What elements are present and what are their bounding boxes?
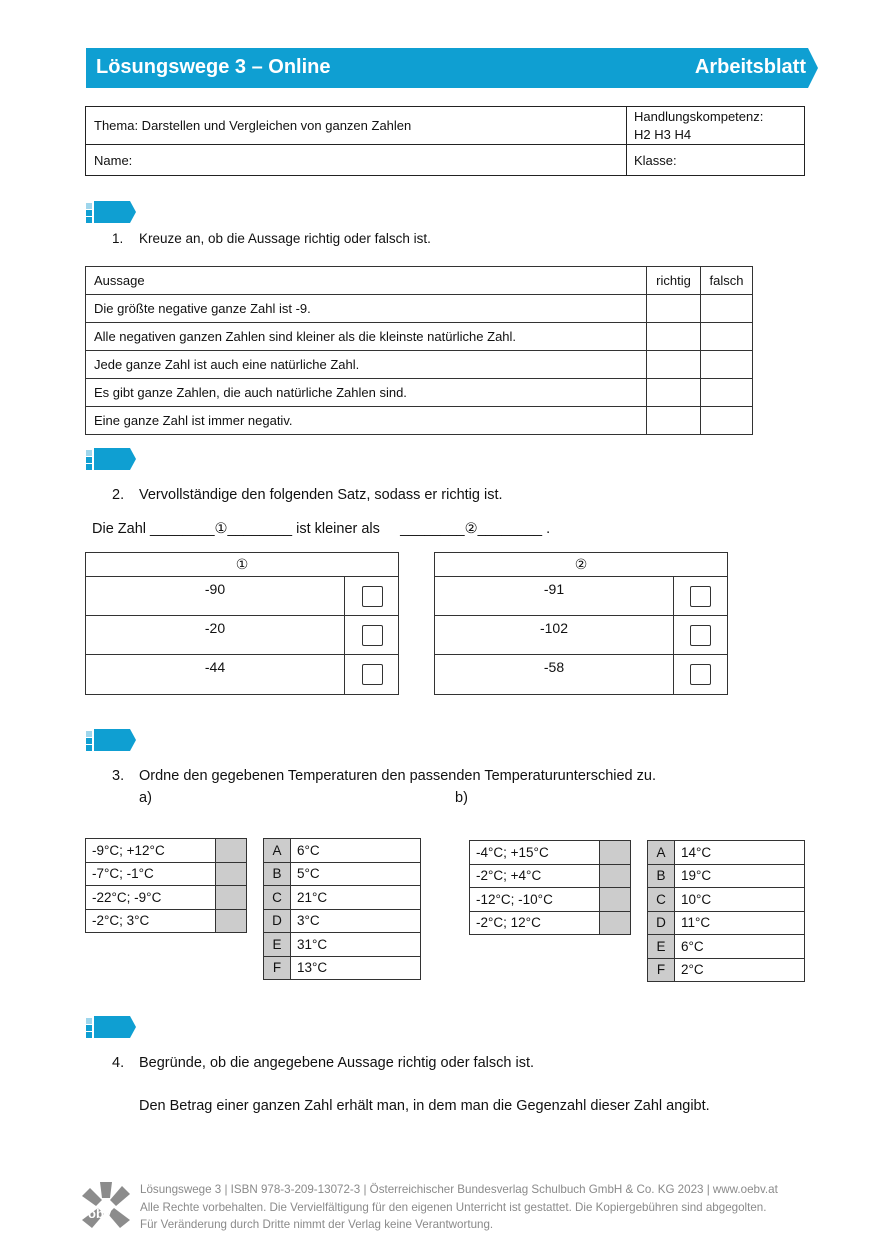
- checkbox[interactable]: [690, 664, 711, 685]
- choice-table-2: [434, 552, 728, 695]
- statement-text: Eine ganze Zahl ist immer negativ.: [86, 407, 647, 435]
- option-value: 6°C: [291, 839, 421, 863]
- task-2-instruction: Vervollständige den folgenden Satz, sodass er richtig ist.: [139, 487, 503, 503]
- option-letter: F: [648, 958, 675, 982]
- table-row: [264, 886, 421, 910]
- option-letter: B: [648, 864, 675, 888]
- table-row: [86, 295, 753, 323]
- answer-cell[interactable]: [600, 841, 631, 865]
- blank-2[interactable]: ________②________: [400, 521, 543, 537]
- temperature-pair: -9°C; +12°C: [86, 839, 216, 863]
- task-3-instruction: Ordne den gegebenen Temperaturen den passenden Temperaturunterschied zu.: [139, 768, 656, 784]
- table-row: [470, 911, 631, 935]
- page-title: Lösungswege 3 – Online: [96, 56, 331, 78]
- right-checkbox-cell[interactable]: [647, 407, 701, 435]
- table-row: [86, 909, 247, 933]
- document-type: Arbeitsblatt: [694, 56, 806, 78]
- temperature-pair: -2°C; 12°C: [470, 911, 600, 935]
- statement-text: Die größte negative ganze Zahl ist -9.: [86, 295, 647, 323]
- competence-values: H2 H3 H4: [634, 127, 692, 142]
- option-letter: A: [648, 841, 675, 865]
- info-table: [85, 106, 805, 176]
- choice-value: -20: [204, 620, 226, 636]
- option-letter: E: [648, 935, 675, 959]
- temperature-pair: -7°C; -1°C: [86, 862, 216, 886]
- table-row: [264, 839, 421, 863]
- temperature-options-b: [647, 840, 805, 982]
- option-value: 19°C: [675, 864, 805, 888]
- option-value: 21°C: [291, 886, 421, 910]
- sentence-line: [92, 521, 550, 537]
- table-row: [86, 886, 247, 910]
- table-row: [86, 839, 247, 863]
- temperature-pair: -2°C; +4°C: [470, 864, 600, 888]
- footer-text: [140, 1181, 820, 1234]
- choice-row: [86, 577, 398, 616]
- option-letter: C: [264, 886, 291, 910]
- option-letter: D: [264, 909, 291, 933]
- column-header-wrong: falsch: [701, 267, 753, 295]
- option-letter: F: [264, 956, 291, 980]
- statement-text: Jede ganze Zahl ist auch eine natürliche Zahl.: [86, 351, 647, 379]
- temperature-pair: -4°C; +15°C: [470, 841, 600, 865]
- answer-cell[interactable]: [216, 886, 247, 910]
- option-letter: E: [264, 933, 291, 957]
- task-marker-icon: [86, 201, 136, 223]
- option-value: 13°C: [291, 956, 421, 980]
- answer-cell[interactable]: [600, 911, 631, 935]
- choice-value: -90: [204, 581, 226, 597]
- checkbox[interactable]: [362, 664, 383, 685]
- checkbox[interactable]: [690, 586, 711, 607]
- task-4-number: 4.: [112, 1055, 125, 1071]
- answer-cell[interactable]: [600, 864, 631, 888]
- table-row: [470, 841, 631, 865]
- table-row: [648, 911, 805, 935]
- choice-row: [86, 616, 398, 655]
- table-row: [264, 933, 421, 957]
- footer-line: Alle Rechte vorbehalten. Die Vervielfältigung für den eigenen Unterricht ist gestattet. Die Kopiergebühren sind abgegolten.: [140, 1200, 767, 1214]
- option-value: 2°C: [675, 958, 805, 982]
- table-row: [264, 909, 421, 933]
- table-row: [470, 864, 631, 888]
- table-row: [86, 407, 753, 435]
- temperature-pair: -2°C; 3°C: [86, 909, 216, 933]
- temperature-pairs-a: [85, 838, 247, 933]
- table-row: [264, 862, 421, 886]
- sentence-part1: Die Zahl: [92, 521, 146, 537]
- task-4-statement: Den Betrag einer ganzen Zahl erhält man, in dem man die Gegenzahl dieser Zahl angibt.: [139, 1098, 710, 1114]
- right-checkbox-cell[interactable]: [647, 351, 701, 379]
- table-row: [86, 351, 753, 379]
- choice-value: -44: [204, 659, 226, 675]
- table-header-row: [86, 267, 753, 295]
- wrong-checkbox-cell[interactable]: [701, 295, 753, 323]
- option-value: 6°C: [675, 935, 805, 959]
- right-checkbox-cell[interactable]: [647, 323, 701, 351]
- option-value: 5°C: [291, 862, 421, 886]
- table-row: [86, 379, 753, 407]
- option-letter: A: [264, 839, 291, 863]
- topic-label: Thema: Darstellen und Vergleichen von ganzen Zahlen: [94, 118, 412, 133]
- choice-value: -91: [543, 581, 565, 597]
- option-value: 31°C: [291, 933, 421, 957]
- table-row: [648, 864, 805, 888]
- table-row: [648, 841, 805, 865]
- answer-cell[interactable]: [216, 839, 247, 863]
- table-row: [648, 935, 805, 959]
- answer-cell[interactable]: [216, 862, 247, 886]
- option-letter: D: [648, 911, 675, 935]
- publisher-logo: [80, 1180, 132, 1232]
- competence-label: Handlungskompetenz:: [634, 109, 764, 124]
- choice-value: -58: [543, 659, 565, 675]
- table-row: [470, 888, 631, 912]
- choice-value: -102: [539, 620, 569, 636]
- footer-line: Für Veränderung durch Dritte nimmt der Verlag keine Verantwortung.: [140, 1218, 494, 1231]
- wrong-checkbox-cell[interactable]: [701, 379, 753, 407]
- sentence-end: .: [546, 521, 551, 537]
- option-letter: C: [648, 888, 675, 912]
- choice-table-1-header: ①: [86, 553, 398, 577]
- class-field[interactable]: Klasse:: [634, 153, 677, 168]
- wrong-checkbox-cell[interactable]: [701, 351, 753, 379]
- temperature-pair: -22°C; -9°C: [86, 886, 216, 910]
- checkbox[interactable]: [690, 625, 711, 646]
- right-checkbox-cell[interactable]: [647, 295, 701, 323]
- choice-row: [435, 577, 727, 616]
- checkbox[interactable]: [362, 586, 383, 607]
- statement-text: Es gibt ganze Zahlen, die auch natürliche Zahlen sind.: [86, 379, 647, 407]
- choice-table-2-header: ②: [435, 553, 727, 577]
- choice-row: [435, 655, 727, 694]
- option-value: 10°C: [675, 888, 805, 912]
- answer-cell[interactable]: [216, 909, 247, 933]
- task-3-number: 3.: [112, 768, 125, 784]
- choice-table-1: [85, 552, 399, 695]
- option-value: 11°C: [675, 911, 805, 935]
- header-banner-arrow: [808, 48, 818, 88]
- wrong-checkbox-cell[interactable]: [701, 407, 753, 435]
- option-letter: B: [264, 862, 291, 886]
- task-marker-icon: [86, 729, 136, 751]
- statement-table: [85, 266, 753, 435]
- footer-line: Lösungswege 3 | ISBN 978-3-209-13072-3 | Österreichischer Bundesverlag Schulbuch GmbH & Co. KG 2023 | www.oebv.at: [140, 1183, 778, 1196]
- task-1-instruction: Kreuze an, ob die Aussage richtig oder falsch ist.: [139, 231, 431, 246]
- choice-row: [86, 655, 398, 694]
- task-marker-icon: [86, 448, 136, 470]
- task-1-number: 1.: [112, 231, 124, 246]
- option-value: 14°C: [675, 841, 805, 865]
- column-header-right: richtig: [647, 267, 701, 295]
- column-header-statement: Aussage: [86, 267, 647, 295]
- blank-1[interactable]: ________①________: [150, 521, 293, 537]
- table-row: [86, 323, 753, 351]
- table-row: [648, 958, 805, 982]
- name-field[interactable]: Name:: [94, 153, 133, 168]
- task-4-instruction: Begründe, ob die angegebene Aussage richtig oder falsch ist.: [139, 1055, 534, 1071]
- task-marker-icon: [86, 1016, 136, 1038]
- table-row: [264, 956, 421, 980]
- logo-text: öbv: [88, 1206, 112, 1221]
- checkbox[interactable]: [362, 625, 383, 646]
- part-a-label: a): [139, 790, 152, 806]
- answer-cell[interactable]: [600, 888, 631, 912]
- option-value: 3°C: [291, 909, 421, 933]
- temperature-options-a: [263, 838, 421, 980]
- part-b-label: b): [455, 790, 468, 806]
- temperature-pairs-b: [469, 840, 631, 935]
- temperature-pair: -12°C; -10°C: [470, 888, 600, 912]
- right-checkbox-cell[interactable]: [647, 379, 701, 407]
- task-2-number: 2.: [112, 487, 125, 503]
- wrong-checkbox-cell[interactable]: [701, 323, 753, 351]
- choice-row: [435, 616, 727, 655]
- table-row: [648, 888, 805, 912]
- sentence-part2: ist kleiner als: [296, 521, 380, 537]
- statement-text: Alle negativen ganzen Zahlen sind kleiner als die kleinste natürliche Zahl.: [86, 323, 647, 351]
- table-row: [86, 862, 247, 886]
